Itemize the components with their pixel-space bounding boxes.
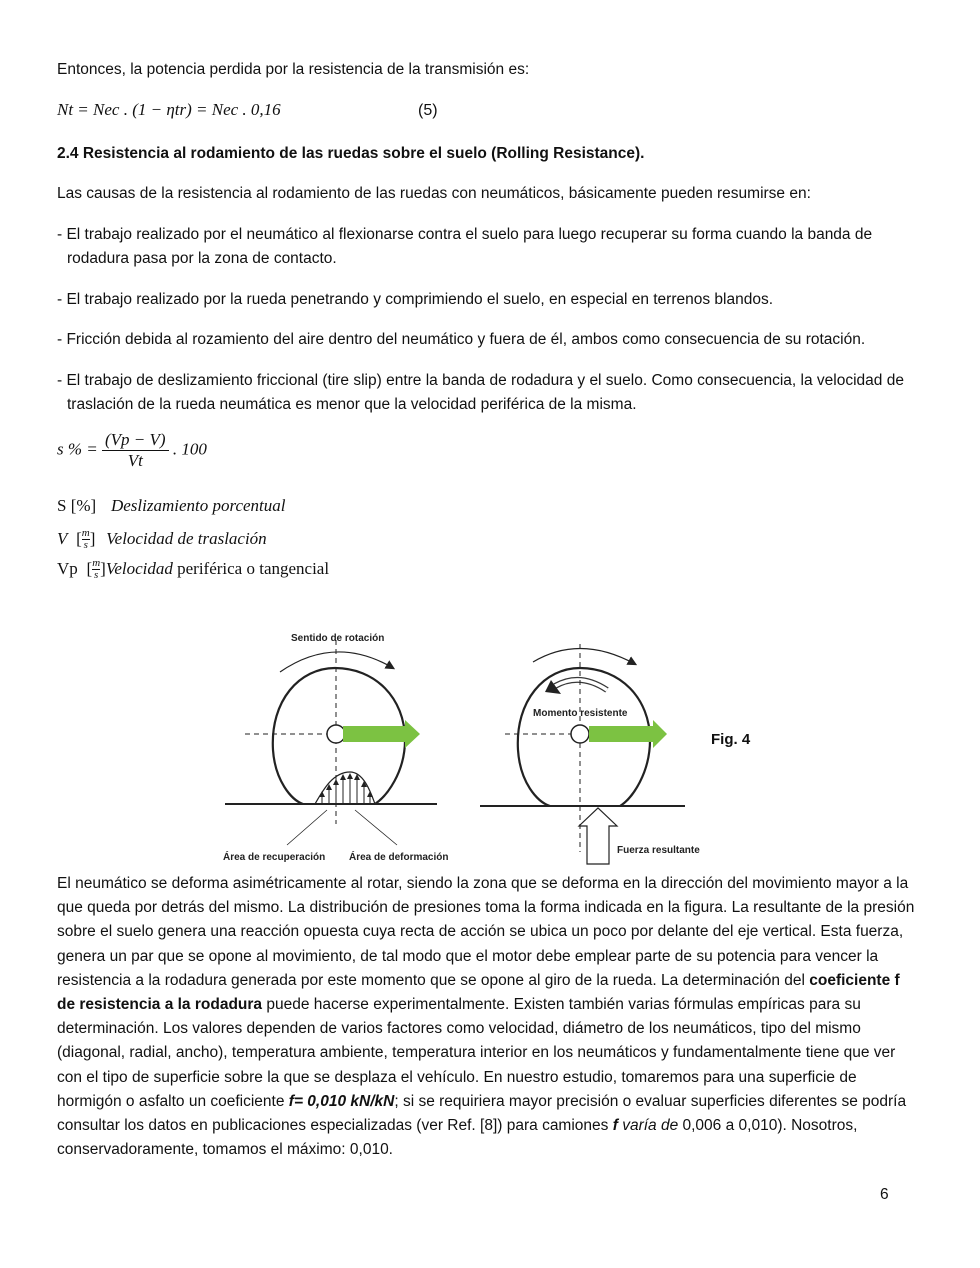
- bullet-item: - El trabajo realizado por la rueda penetrando y comprimiendo el suelo, en especial en terrenos blandos.: [57, 291, 774, 308]
- recovery-label: Área de recuperación: [223, 852, 326, 863]
- variable-row: [57, 496, 285, 516]
- resultant-force-arrow: [579, 808, 617, 864]
- moment-label: Momento resistente: [533, 708, 628, 719]
- slip-equation: [57, 430, 207, 471]
- body-paragraph: [57, 872, 922, 1162]
- intro-line: Entonces, la potencia perdida por la resistencia de la transmisión es:: [57, 61, 530, 78]
- causes-intro: Las causas de la resistencia al rodamiento de las ruedas con neumáticos, básicamente pueden resumirse en:: [57, 185, 811, 202]
- slip-fraction: [102, 430, 169, 471]
- body-bold: coeficiente f de resistencia a la rodadura: [57, 971, 900, 1014]
- slip-denominator: Vt: [127, 451, 143, 470]
- variable-description: periférica o tangencial: [172, 558, 330, 578]
- variable-row: Vp [ $\frac{m}{s}$ ]Velocidad periférica o tangencial: [57, 557, 330, 581]
- deformation-leader: [355, 810, 397, 845]
- rolling-resistance-figure: [215, 620, 775, 870]
- body-text: puede hacerse experimentalmente. Existen también varias fórmulas empíricas para su determinación. Los valores dependen de varios factores como velocidad, diámetro de los neumáticos, tipo del mismo (diagonal, radial, ancho), temperatura ambiente, temperatura interior en los neumáticos y fundamentalmente tiene que ver con el tipo de superficie sobre la que se desplaza el vehículo. En nuestro estudio, tomaremos para una superficie de hormigón o asfalto un coeficiente: [57, 996, 896, 1110]
- slip-lhs: s % =: [57, 439, 98, 459]
- recovery-leader: [287, 810, 327, 845]
- variable-row: V [ $\frac{m}{s}$ ] Velocidad de traslación: [57, 527, 267, 551]
- body-text: El neumático se deforma asimétricamente al rotar, siendo la zona que se deforma en la dirección del movimiento mayor a la que queda por detrás del mismo. La distribución de presiones toma la forma indicada en la figura. La resultante de la presión sobre el suelo genera una reacción opuesta cuya recta de acción se ubica un poco por delante del eje vertical. Esta fuerza, genera un par que se opone al movimiento, de tal modo que el motor debe emplear parte de su potencia para vencer la resistencia a la rodadura generada por este momento que se opone al giro de la rueda. La determinación del: [57, 875, 915, 989]
- rotation-label: Sentido de rotación: [291, 633, 385, 644]
- body-text: ; si se requiriera mayor precisión o evaluar superficies diferentes se podría consultar los datos en publicaciones especializadas (ver Ref. [8]) para camiones: [57, 1092, 907, 1135]
- body-text: 0,006 a 0,010). Nosotros, conservadoramente, tomamos el máximo: 0,010.: [57, 1117, 858, 1159]
- variable-symbol: Vp: [57, 558, 78, 578]
- bullet-item: - Fricción debida al rozamiento del aire dentro del neumático y fuera de él, ambos como consecuencia de su rotación.: [57, 331, 866, 348]
- variable-symbol: V: [57, 528, 68, 548]
- bullet-item: - El trabajo realizado por el neumático al flexionarse contra el suelo para luego recuperar su forma cuando la banda de rodadura pasa por la zona de contacto.: [57, 226, 873, 267]
- figure-caption: Fig. 4: [711, 731, 751, 748]
- variable-description-italic: Velocidad: [105, 558, 173, 578]
- deformation-label: Área de deformación: [349, 852, 449, 863]
- unit-denominator: s: [94, 569, 99, 581]
- force-label: Fuerza resultante: [617, 845, 700, 856]
- left-hub: [327, 725, 345, 743]
- body-italic: varía de: [617, 1117, 679, 1135]
- slip-numerator: (Vp − V): [102, 430, 169, 451]
- variable-description: Deslizamiento porcentual: [110, 496, 286, 515]
- left-motion-arrow: [343, 720, 420, 748]
- bullet-item: - El trabajo de deslizamiento friccional (tire slip) entre la banda de rodadura y el suelo. Como consecuencia, la velocidad de traslación de la rueda neumática es menor que la velocidad periférica de la misma.: [57, 372, 904, 413]
- right-motion-arrow: [589, 720, 667, 748]
- section-heading: 2.4 Resistencia al rodamiento de las ruedas sobre el suelo (Rolling Resistance).: [57, 145, 645, 162]
- variable-symbol: S [%]: [57, 496, 97, 515]
- unit-denominator: s: [83, 539, 88, 551]
- pressure-distribution: [315, 772, 375, 804]
- body-bold: f= 0,010 kN/kN: [288, 1092, 395, 1110]
- right-wheel: [480, 644, 700, 864]
- slip-factor: . 100: [172, 439, 207, 459]
- equation-5-number: (5): [418, 102, 438, 119]
- variable-description: Velocidad de traslación: [106, 528, 267, 548]
- left-wheel: [223, 633, 448, 863]
- unit-numerator: m: [81, 527, 90, 539]
- unit-numerator: m: [92, 557, 101, 569]
- page-number: 6: [880, 1186, 889, 1203]
- right-hub: [571, 725, 589, 743]
- body-bold: f: [612, 1117, 618, 1135]
- right-rotation-arrow: [533, 648, 635, 664]
- equation-5: Nt = Nec . (1 − ηtr) = Nec . 0,16: [57, 100, 281, 119]
